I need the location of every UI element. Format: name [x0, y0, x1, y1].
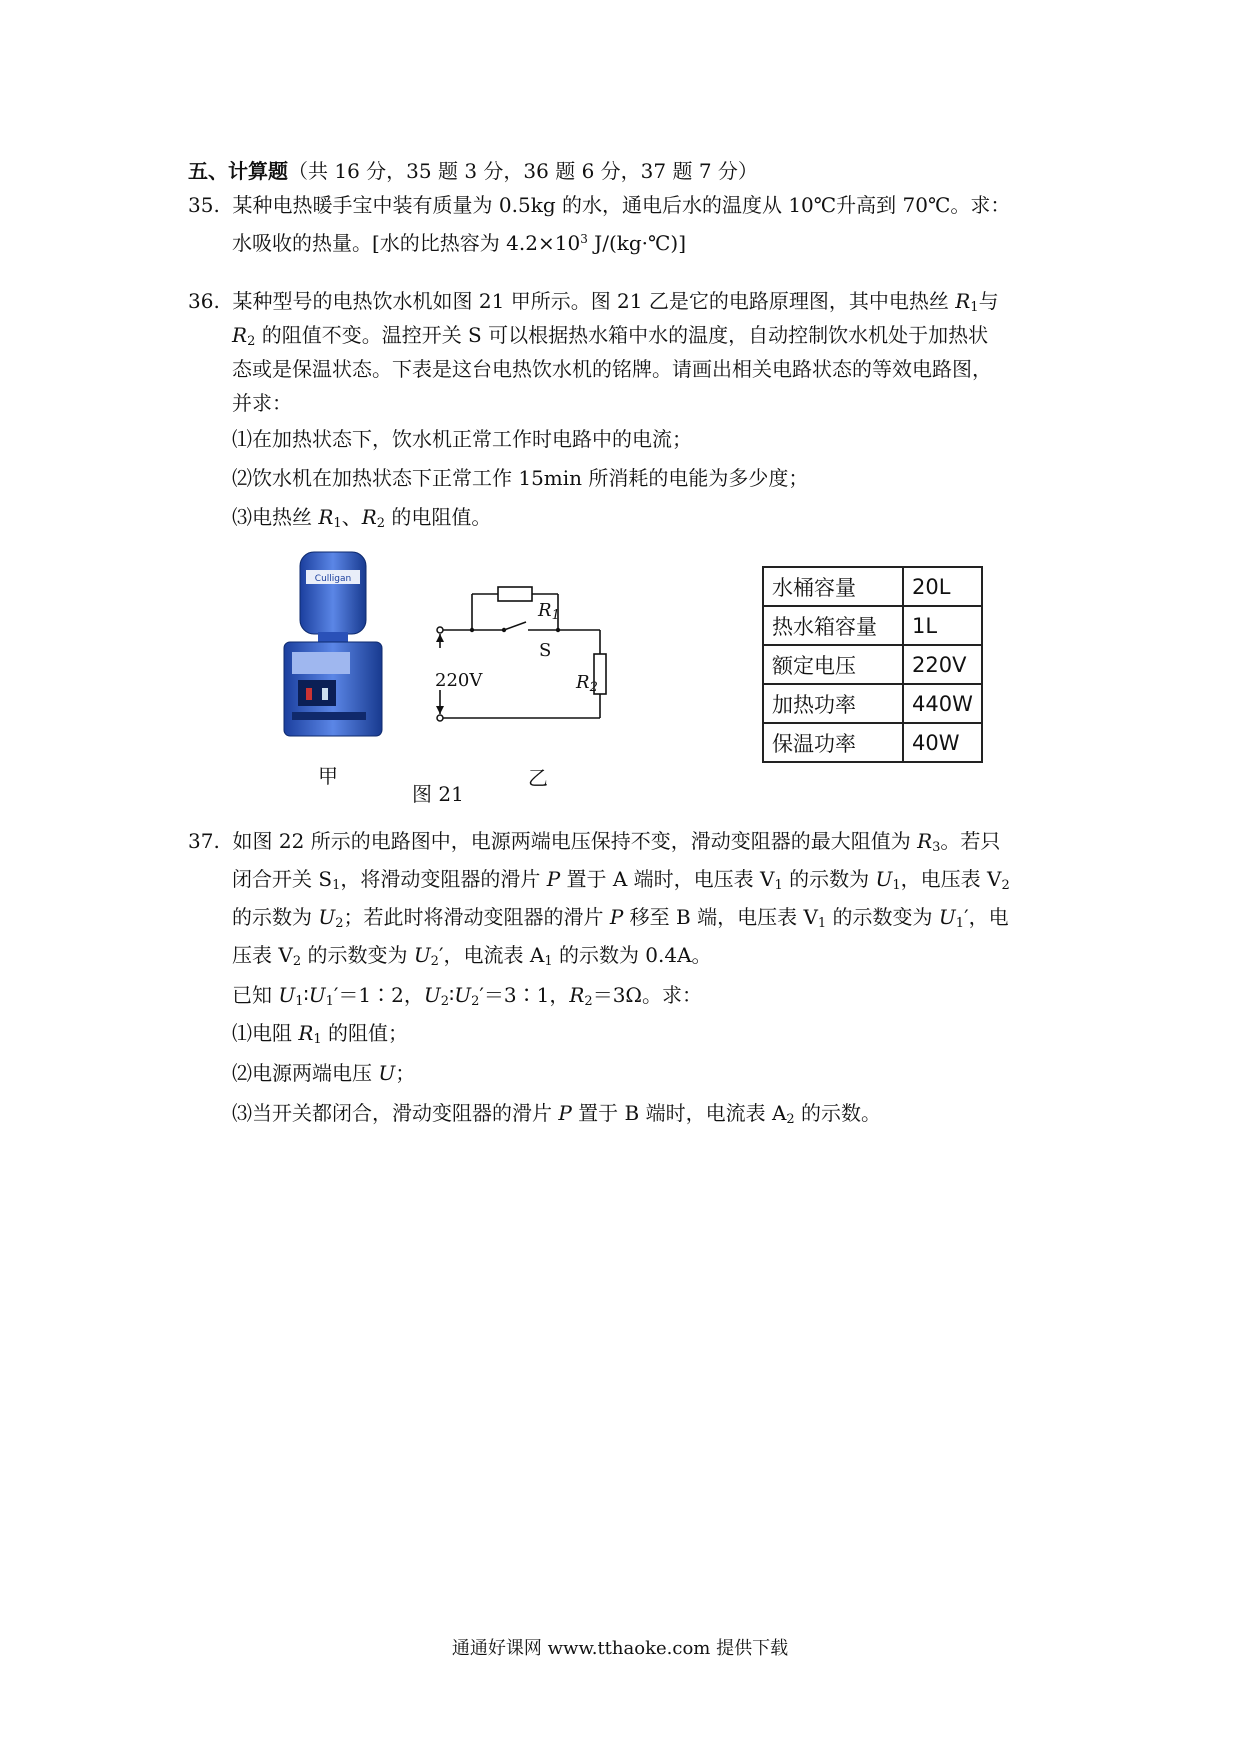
label-voltage: 220V	[435, 670, 483, 691]
q36-line4: 并求：	[232, 391, 292, 415]
label-r1: $R_1$	[538, 600, 560, 623]
q35-line1: 35. 某种电热暖手宝中装有质量为 0.5kg 的水，通电后水的温度从 10℃升高到 70℃。求：	[188, 193, 1011, 217]
spec-table	[762, 566, 983, 763]
q36-line3: 态或是保温状态。下表是这台电热饮水机的铭牌。请画出相关电路状态的等效电路图，	[232, 357, 992, 381]
q36-sub3: ⑶电热丝 $R_1$、$R_2$ 的电阻值。	[232, 505, 492, 531]
q37-sub1: ⑴电阻 $R_1$ 的阻值；	[232, 1021, 409, 1047]
q37-number: 37.	[188, 829, 220, 853]
q37-line2: 闭合开关 $S_1$，将滑动变阻器的滑片 P 置于 A 端时，电压表 $V_1$ 的示数为 $U_1$，电压表 $V_2$	[232, 867, 1010, 893]
section-note: （共 16 分，35 题 3 分，36 题 6 分，37 题 7 分）	[288, 159, 758, 183]
q37-line4: 压表 $V_2$ 的示数变为 $U_2'$，电流表 $A_1$ 的示数为 0.4A。	[232, 943, 712, 969]
table-row: 加热功率 440W	[763, 684, 982, 723]
q36-sub1: ⑴在加热状态下，饮水机正常工作时电路中的电流；	[232, 427, 692, 451]
q37-line3: 的示数为 $U_2$；若此时将滑动变阻器的滑片 P 移至 B 端，电压表 $V_1$ 的示数变为 $U_1'$，电	[232, 905, 1009, 931]
q36-number: 36.	[188, 289, 220, 313]
q35-number: 35.	[188, 193, 220, 217]
q36-line2: $R_2$ 的阻值不变。温控开关 S 可以根据热水箱中水的温度，自动控制饮水机处于加热状	[232, 323, 989, 349]
bottle-brand-label: Culligan	[314, 574, 352, 584]
page-footer: 通通好课网 www.tthaoke.com 提供下载	[451, 1638, 789, 1659]
figure-caption: 图 21	[412, 782, 464, 806]
q36-sub2: ⑵饮水机在加热状态下正常工作 15min 所消耗的电能为多少度；	[232, 466, 809, 490]
table-row: 热水箱容量 1L	[763, 606, 982, 645]
section-title: 五、计算题	[188, 159, 288, 183]
table-row: 额定电压 220V	[763, 645, 982, 684]
water-dispenser-image	[278, 548, 388, 738]
q37-line1: 37. 如图 22 所示的电路图中，电源两端电压保持不变，滑动变阻器的最大阻值为 $R_3$。若只	[188, 829, 1001, 855]
label-r2: $R_2$	[576, 672, 598, 695]
q36-line1: 36. 某种型号的电热饮水机如图 21 甲所示。图 21 乙是它的电路原理图，其中电热丝 $R_1$与	[188, 289, 999, 315]
table-row: 保温功率 40W	[763, 723, 982, 762]
q37-sub3: ⑶当开关都闭合，滑动变阻器的滑片 P 置于 B 端时，电流表 $A_2$ 的示数。	[232, 1101, 882, 1127]
circuit-diagram	[430, 578, 630, 758]
q37-line5: 已知 $U_1∶U_1'=1∶2$，$U_2∶U_2'=3∶1$，$R_2=3\Omega$。求：	[232, 983, 703, 1009]
section-header	[188, 156, 758, 186]
q37-sub2: ⑵电源两端电压 U；	[232, 1061, 416, 1085]
label-switch-s: S	[539, 640, 552, 661]
q35-line2: 水吸收的热量。[水的比热容为 $4.2\times 10^3$ J/(kg·℃)]	[232, 231, 687, 255]
table-row: 水桶容量 20L	[763, 567, 982, 606]
label-yi: 乙	[528, 766, 548, 790]
label-jia: 甲	[318, 764, 338, 788]
